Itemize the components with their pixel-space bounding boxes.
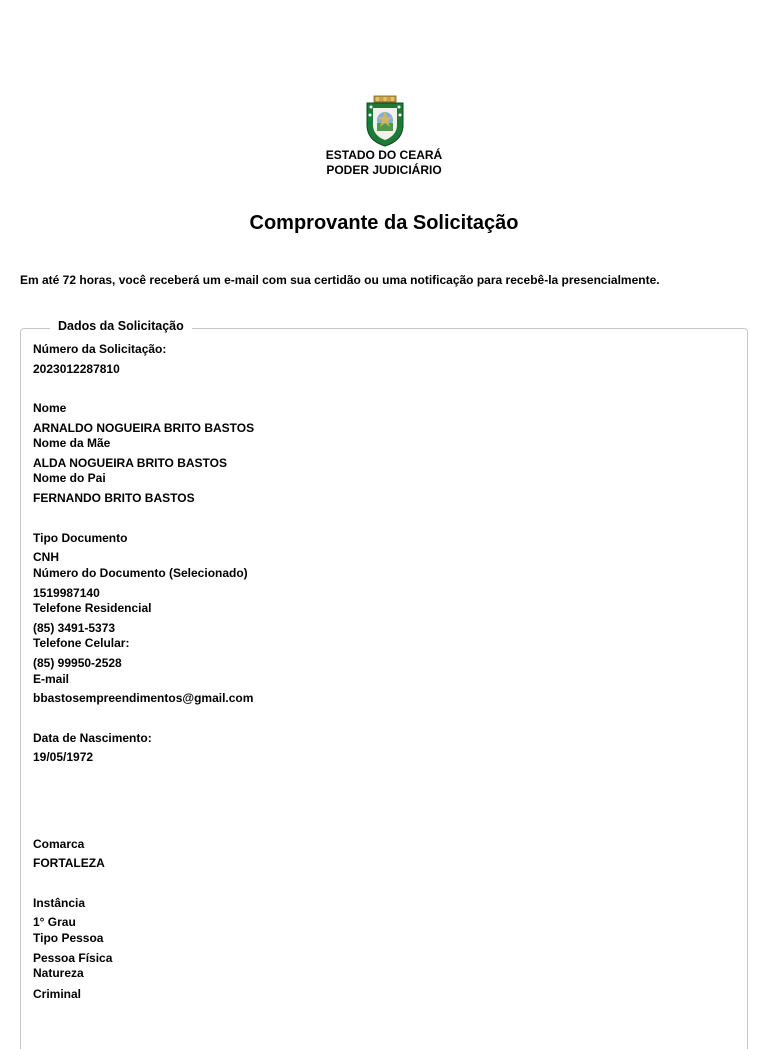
field-label: Número da Solicitação: — [33, 342, 167, 356]
field-value: 19/05/1972 — [33, 750, 94, 764]
field-label: Natureza — [33, 966, 84, 980]
request-data-panel — [20, 328, 748, 1049]
state-name: ESTADO DO CEARÁ — [325, 148, 443, 162]
field-label: Instância — [33, 896, 86, 910]
section-legend: Dados da Solicitação — [50, 319, 192, 333]
field-value: FORTALEZA — [33, 856, 105, 870]
field-value: 1° Grau — [33, 915, 76, 929]
field-value: ARNALDO NOGUEIRA BRITO BASTOS — [33, 421, 255, 435]
field-value: 1519987140 — [33, 586, 100, 600]
field-value: Pessoa Física — [33, 951, 113, 965]
field-value: bbastosempreendimentos@gmail.com — [33, 691, 254, 705]
field-value: (85) 3491-5373 — [33, 621, 116, 635]
field-label: Telefone Residencial — [33, 601, 152, 615]
field-label: Nome do Pai — [33, 471, 106, 485]
field-value: ALDA NOGUEIRA BRITO BASTOS — [33, 456, 228, 470]
judicial-branch: PODER JUDICIÁRIO — [326, 163, 442, 177]
field-value: (85) 99950-2528 — [33, 656, 122, 670]
field-label: Telefone Celular: — [33, 636, 130, 650]
field-label: Nome — [33, 401, 67, 415]
field-label: Tipo Documento — [33, 531, 128, 545]
field-label: Tipo Pessoa — [33, 931, 104, 945]
field-value: Criminal — [33, 987, 82, 1001]
field-value: 2023012287810 — [33, 362, 120, 376]
field-label: Comarca — [33, 837, 85, 851]
field-label: Número do Documento (Selecionado) — [33, 566, 248, 580]
field-label: Nome da Mãe — [33, 436, 111, 450]
page-title: Comprovante da Solicitação — [249, 212, 519, 234]
field-label: E-mail — [33, 672, 70, 686]
field-label: Data de Nascimento: — [33, 731, 152, 745]
field-value: CNH — [33, 550, 59, 564]
field-value: FERNANDO BRITO BASTOS — [33, 491, 195, 505]
notice-text: Em até 72 horas, você receberá um e-mail com sua certidão ou uma notificação para recebê-la presencialmente. — [20, 273, 660, 287]
ceara-coat-of-arms-icon — [362, 95, 408, 147]
